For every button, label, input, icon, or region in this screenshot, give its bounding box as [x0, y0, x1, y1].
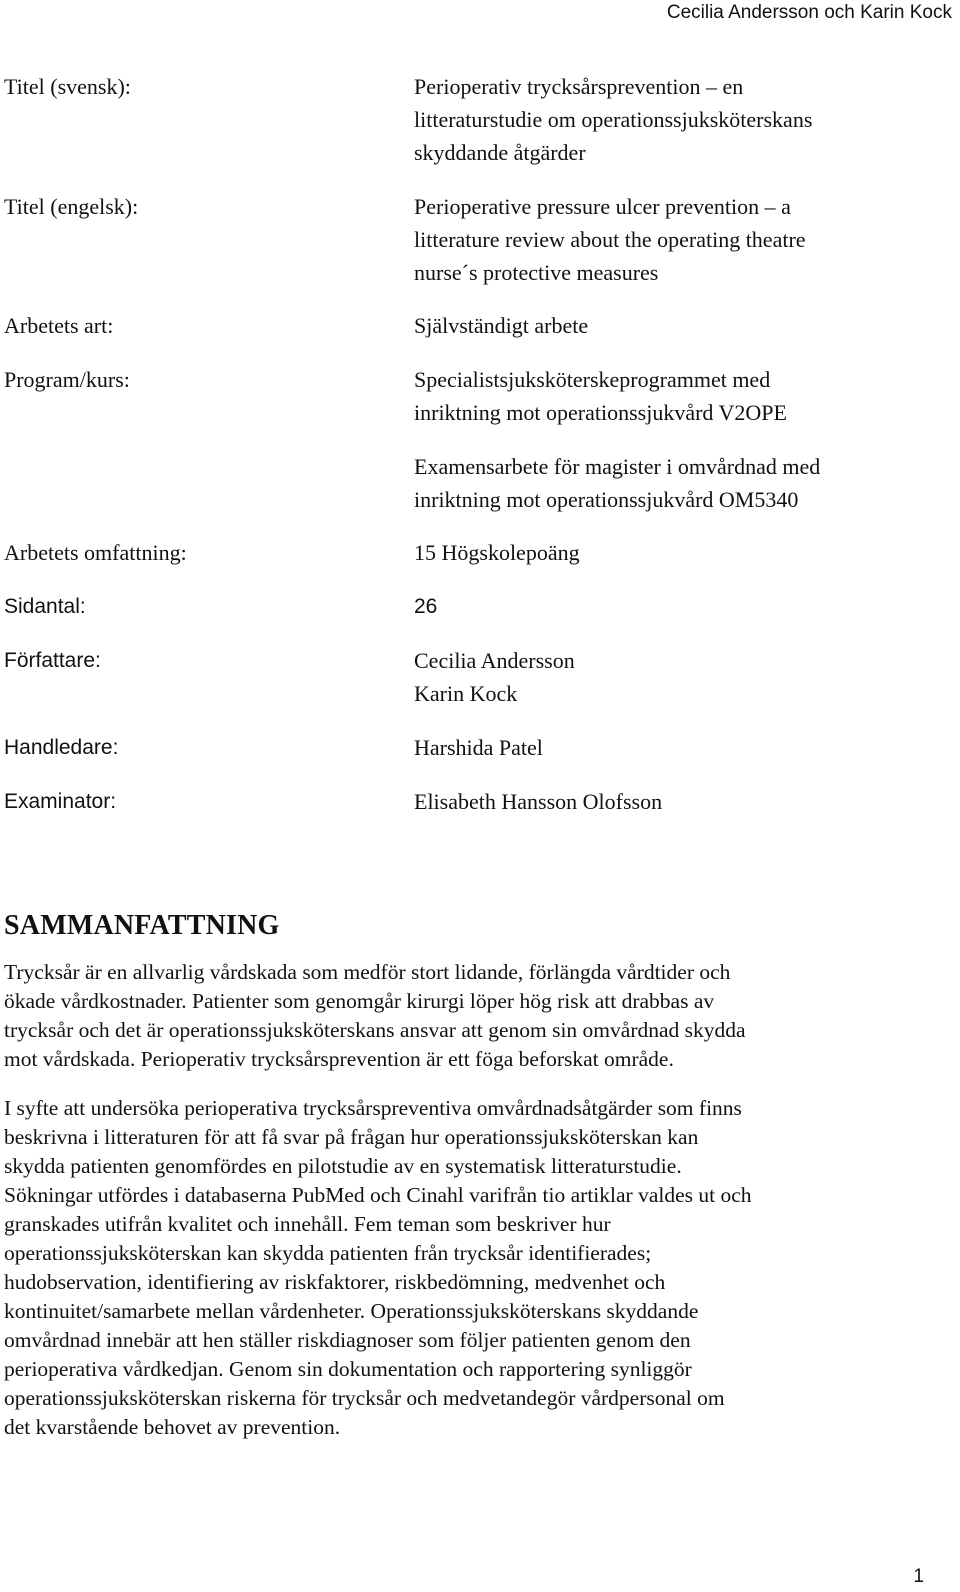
text-line: granskades utifrån kvalitet och innehåll. Fem teman som beskriver hur [4, 1212, 611, 1236]
label-work-type: Arbetets art: [4, 313, 114, 338]
value-scope: 15 Högskolepoäng [414, 540, 580, 565]
label-examiner: Examinator: [4, 790, 117, 813]
label-pages: Sidantal: [4, 595, 86, 618]
title-swedish-line: Perioperativ trycksårsprevention – en [414, 74, 744, 99]
text-line: omvårdnad innebär att hen ställer riskdiagnoser som följer patienten genom den [4, 1328, 691, 1352]
summary-paragraph-1 [4, 958, 954, 1074]
author-name: Cecilia Andersson [414, 648, 575, 673]
summary-paragraph-2 [4, 1094, 954, 1442]
value-supervisor: Harshida Patel [414, 735, 543, 760]
program-line: Specialistsjuksköterskeprogrammet med [414, 367, 771, 392]
title-english-line: nurse´s protective measures [414, 260, 659, 285]
label-supervisor: Handledare: [4, 736, 119, 759]
value-work-type: Självständigt arbete [414, 313, 589, 338]
label-authors: Författare: [4, 649, 101, 672]
text-line: skydda patienten genomfördes en pilotstudie av en systematisk litteraturstudie. [4, 1154, 682, 1178]
value-title-english [414, 190, 954, 289]
label-title-swedish: Titel (svensk): [4, 74, 131, 99]
value-course [414, 450, 954, 516]
text-line: mot vårdskada. Perioperativ trycksårsprevention är ett föga beforskat område. [4, 1047, 674, 1071]
label-scope: Arbetets omfattning: [4, 540, 187, 565]
text-line: operationssjuksköterskan riskerna för trycksår och medvetandegör vårdpersonal om [4, 1386, 725, 1410]
text-line: trycksår och det är operationssjuksköterskans ansvar att genom sin omvårdnad skydda [4, 1018, 746, 1042]
running-header-authors: Cecilia Andersson och Karin Kock [666, 2, 952, 23]
label-program: Program/kurs: [4, 367, 130, 392]
text-line: hudobservation, identifiering av riskfaktorer, riskbedömning, medvenhet och [4, 1270, 666, 1294]
value-authors [414, 644, 954, 710]
text-line: Sökningar utfördes i databaserna PubMed och Cinahl varifrån tio artiklar valdes ut och [4, 1183, 752, 1207]
text-line: det kvarstående behovet av prevention. [4, 1415, 341, 1439]
program-line: inriktning mot operationssjukvård V2OPE [414, 400, 787, 425]
title-english-line: litterature review about the operating theatre [414, 227, 806, 252]
text-line: operationssjuksköterskan kan skydda patienten från trycksår identifierades; [4, 1241, 652, 1265]
value-pages: 26 [414, 595, 438, 618]
page-number: 1 [913, 1566, 924, 1587]
text-line: beskrivna i litteraturen för att få svar på frågan hur operationssjuksköterskan kan [4, 1125, 699, 1149]
value-program [414, 363, 954, 429]
course-line: inriktning mot operationssjukvård OM5340 [414, 487, 799, 512]
text-line: perioperativa vårdkedjan. Genom sin dokumentation och rapportering synliggör [4, 1357, 692, 1381]
course-line: Examensarbete för magister i omvårdnad med [414, 454, 821, 479]
value-examiner: Elisabeth Hansson Olofsson [414, 789, 663, 814]
text-line: kontinuitet/samarbete mellan vårdenheter. Operationssjuksköterskans skyddande [4, 1299, 699, 1323]
text-line: ökade vårdkostnader. Patienter som genomgår kirurgi löper hög risk att drabbas av [4, 989, 715, 1013]
label-title-english: Titel (engelsk): [4, 194, 139, 219]
text-line: Trycksår är en allvarlig vårdskada som medför stort lidande, förlängda vårdtider och [4, 960, 731, 984]
value-title-swedish [414, 70, 954, 169]
title-swedish-line: skyddande åtgärder [414, 140, 586, 165]
author-name: Karin Kock [414, 681, 518, 706]
summary-heading: SAMMANFATTNING [4, 910, 280, 941]
title-swedish-line: litteraturstudie om operationssjuksköterskans [414, 107, 813, 132]
text-line: I syfte att undersöka perioperativa trycksårspreventiva omvårdnadsåtgärder som finns [4, 1096, 742, 1120]
title-english-line: Perioperative pressure ulcer prevention – a [414, 194, 791, 219]
